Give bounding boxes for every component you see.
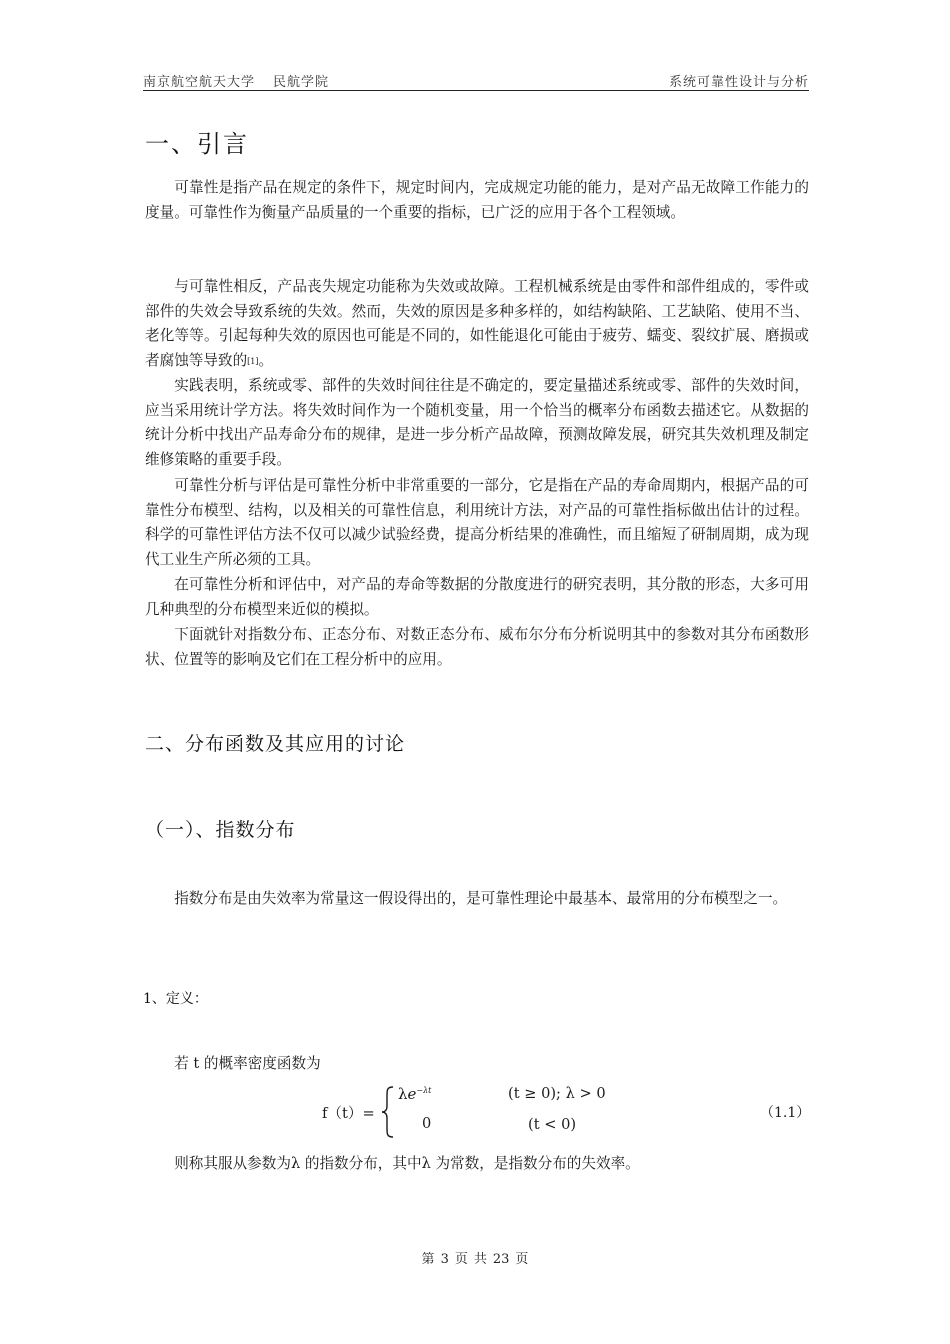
paragraph-1: 可靠性是指产品在规定的条件下，规定时间内，完成规定功能的能力，是对产品无故障工作能力的度量。可靠性作为衡量产品质量的一个重要的指标，已广泛的应用于各个工程领域。 [145,179,809,221]
definition-title: 1、定义： [143,991,208,1007]
formula-1-1 [0,1082,950,1142]
paragraph-2-text: 与可靠性相反，产品丧失规定功能称为失效或故障。工程机械系统是由零件和部件组成的，零件或部件的失效会导致系统的失效。然而，失效的原因是多种多样的，如结构缺陷、工艺缺陷、使用不当、老化等等。引起每种失效的原因也可能是不同的，如性能退化可能由于疲劳、蠕变、裂纹扩展、磨损或者腐蚀等导致的 [145,278,809,369]
paragraph-5: 在可靠性分析和评估中，对产品的寿命等数据的分散度进行的研究表明，其分散的形态，大多可用几种典型的分布模型来近似的模拟。 [145,576,809,618]
formula-row2-expression: 0 [422,1115,432,1132]
page-header [143,70,809,91]
paragraph-8: 若 t 的概率密度函数为 [174,1055,321,1072]
equation-number: （1.1） [760,1105,811,1121]
footer-page-number: 3 [440,1252,449,1267]
footer-page-word: 页 [454,1252,468,1267]
formula-row2-condition: (t < 0) [528,1116,577,1133]
citation-1: [1] [247,356,259,366]
formula-row1-expression: $\lambda e^{-\lambda t}$ [398,1085,432,1103]
paragraph-6: 下面就针对指数分布、正态分布、对数正态分布、威布尔分布分析说明其中的参数对其分布函数形状、位置等的影响及它们在工程分析中的应用。 [145,626,809,668]
section-title-distribution: 二、分布函数及其应用的讨论 [145,733,406,755]
subsection-title-exponential: （一）、指数分布 [145,819,296,841]
header-left [143,71,329,90]
footer-total-word: 共 [473,1252,487,1267]
paragraph-7: 指数分布是由失效率为常量这一假设得出的，是可靠性理论中最基本、最常用的分布模型之一。 [174,890,788,907]
paragraph-2 [145,275,809,374]
paragraph-4: 可靠性分析与评估是可靠性分析中非常重要的一部分，它是指在产品的寿命周期内，根据产品的可靠性分布模型、结构，以及相关的可靠性信息，利用统计方法，对产品的可靠性指标做出估计的过程。科学的可靠性评估方法不仅可以减少试验经费，提高分析结果的准确性，而且缩短了研制周期，成为现代工业生产所必须的工具。 [145,477,809,568]
footer-suffix: 页 [515,1252,529,1267]
footer-total-pages: 23 [492,1252,510,1267]
formula-label: f（t）= [322,1105,375,1122]
paragraph-9: 则称其服从参数为λ 的指数分布，其中λ 为常数，是指数分布的失效率。 [174,1155,640,1172]
header-university: 南京航空航天大学 [143,75,256,90]
header-department: 民航学院 [273,75,330,90]
header-course: 系统可靠性设计与分析 [668,75,809,90]
paragraph-3: 实践表明，系统或零、部件的失效时间往往是不确定的，要定量描述系统或零、部件的失效时间，应当采用统计学方法。将失效时间作为一个随机变量，用一个恰当的概率分布函数去描述它。从数据的统计分析中找出产品寿命分布的规律，是进一步分析产品故障，预测故障发展，研究其失效机理及制定维修策略的重要手段。 [145,377,809,468]
left-brace-icon [380,1086,396,1138]
section-title-intro: 一、引言 [145,130,249,158]
footer-prefix: 第 [421,1252,435,1267]
page-footer [0,1248,950,1267]
paragraph-2-end: 。 [258,351,274,369]
formula-row1-condition: (t ≥ 0); λ > 0 [508,1085,606,1102]
